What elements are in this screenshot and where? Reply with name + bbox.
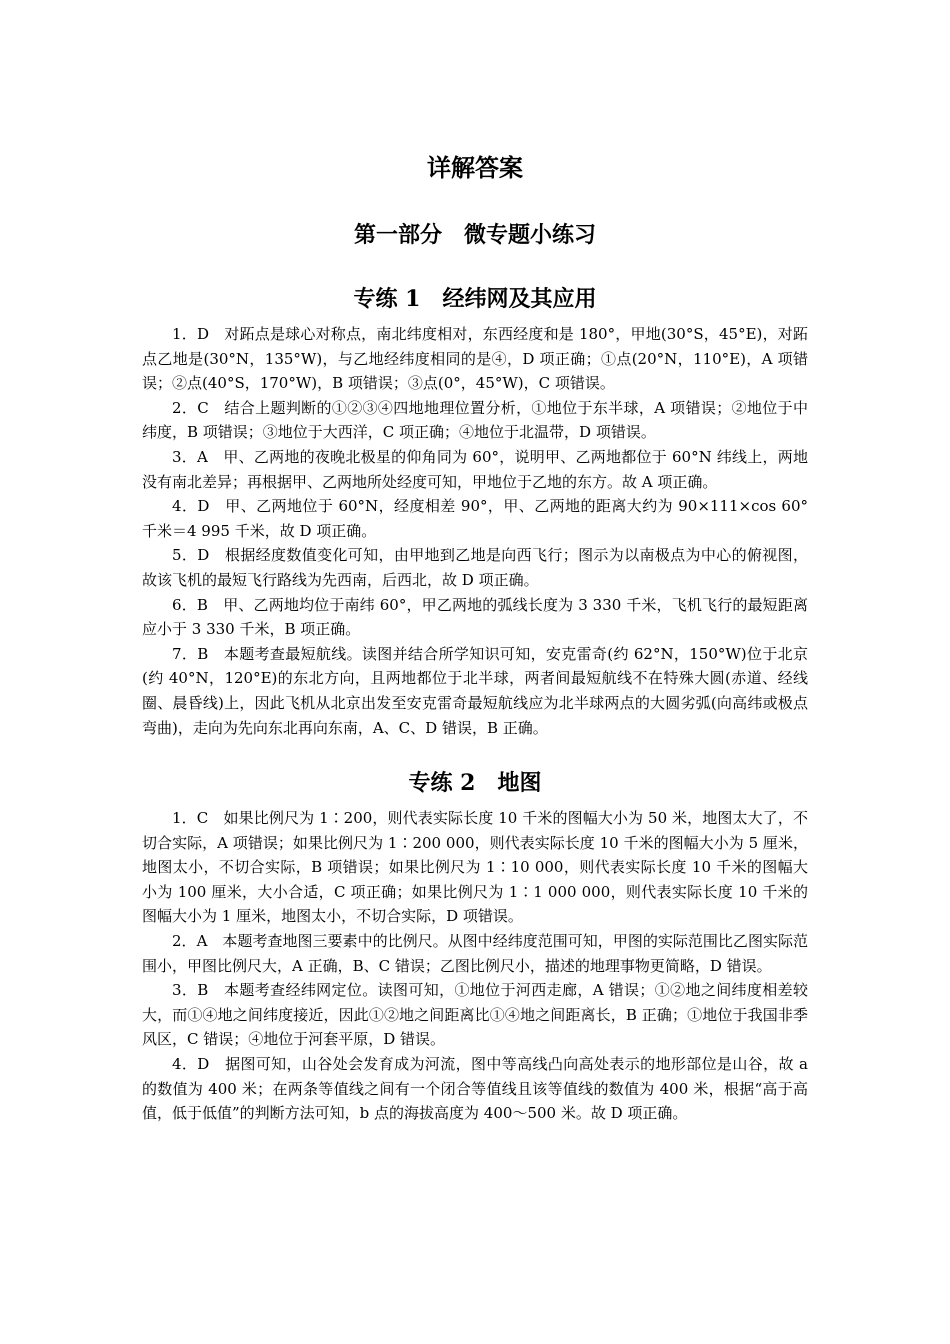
answer-paragraph: 2．A 本题考查地图三要素中的比例尺。从图中经纬度范围可知，甲图的实际范围比乙图实际范围小，甲图比例尺大，A 正确，B、C 错误；乙图比例尺小，描述的地理事物更简略，D 错误。 — [142, 932, 808, 975]
answer-paragraph: 1．D 对跖点是球心对称点，南北纬度相对，东西经度和是 180°，甲地(30°S，45°E)，对跖点乙地是(30°N，135°W)，与乙地经纬度相同的是④，D 项正确；①点(20°N，110°E)，A 项错误；②点(40°S，170°W)，B 项错误；③点(0°，45°W)，C 项错误。 — [142, 325, 808, 393]
answer-paragraph: 4．D 据图可知，山谷处会发育成为河流，图中等高线凸向高处表示的地形部位是山谷，故 a 的数值为 400 米；在两条等值线之间有一个闭合等值线且该等值线的数值为 400 米，根据“高于高值，低于低值”的判断方法可知，b 点的海拔高度为 400～500 米。故 D 项正确。 — [142, 1055, 808, 1123]
document-content — [142, 150, 808, 1126]
answer-paragraph: 1．C 如果比例尺为 1∶200，则代表实际长度 10 千米的图幅大小为 50 米，地图太大了，不切合实际，A 项错误；如果比例尺为 1∶200 000，则代表实际长度 10 千米的图幅大小为 5 厘米，地图太小，不切合实际，B 项错误；如果比例尺为 1∶10 000，则代表实际长度 10 千米的图幅大小为 100 厘米，大小合适，C 项正确；如果比例尺为 1∶1 000 000，则代表实际长度 10 千米的图幅大小为 1 厘米，地图太小，不切合实际，D 项错误。 — [142, 809, 808, 926]
answer-paragraph: 6．B 甲、乙两地均位于南纬 60°，甲乙两地的弧线长度为 3 330 千米，飞机飞行的最短距离应小于 3 330 千米，B 项正确。 — [142, 595, 808, 639]
document-title: 详解答案 — [427, 153, 523, 182]
section-title: 专练 2 地图 — [408, 770, 542, 797]
answer-paragraph: 7．B 本题考查最短航线。读图并结合所学知识可知，安克雷奇(约 62°N，150°W)位于北京(约 40°N，120°E)的东北方向，且两地都位于北半球，两者间最短航线不在特殊大圆(赤道、经线圈、晨昏线)上，因此飞机从北京出发至安克雷奇最短航线应为北半球两点的大圆劣弧(向高纬或极点弯曲)，走向为先向东北再向东南，A、C、D 错误，B 正确。 — [142, 644, 808, 737]
section-title: 专练 1 经纬网及其应用 — [353, 286, 597, 312]
answer-paragraph: 5．D 根据经度数值变化可知，由甲地到乙地是向西飞行；图示为以南极点为中心的俯视图，故该飞机的最短飞行路线为先西南，后西北，故 D 项正确。 — [142, 546, 808, 589]
part-title: 第一部分 微专题小练习 — [353, 222, 596, 248]
answer-paragraph: 2．C 结合上题判断的①②③④四地地理位置分析，①地位于东半球，A 项错误；②地位于中纬度，B 项错误；③地位于大西洋，C 项正确；④地位于北温带，D 项错误。 — [142, 398, 808, 442]
answer-paragraph: 3．B 本题考查经纬网定位。读图可知，①地位于河西走廊，A 错误；①②地之间纬度相差较大，而①④地之间纬度接近，因此①②地之间距离比①④地之间距离长，B 正确；①地位于我国非季风区，C 错误；④地位于河套平原，D 错误。 — [142, 981, 808, 1049]
section-2 — [142, 766, 808, 1126]
answer-paragraph: 3．A 甲、乙两地的夜晚北极星的仰角同为 60°，说明甲、乙两地都位于 60°N 纬线上，两地没有南北差异；再根据甲、乙两地所处经度可知，甲地位于乙地的东方。故 A 项正确。 — [142, 447, 808, 491]
answer-paragraph: 4．D 甲、乙两地位于 60°N，经度相差 90°，甲、乙两地的距离大约为 90×111×cos 60°千米＝4 995 千米，故 D 项正确。 — [142, 497, 808, 540]
section-1 — [142, 282, 808, 740]
